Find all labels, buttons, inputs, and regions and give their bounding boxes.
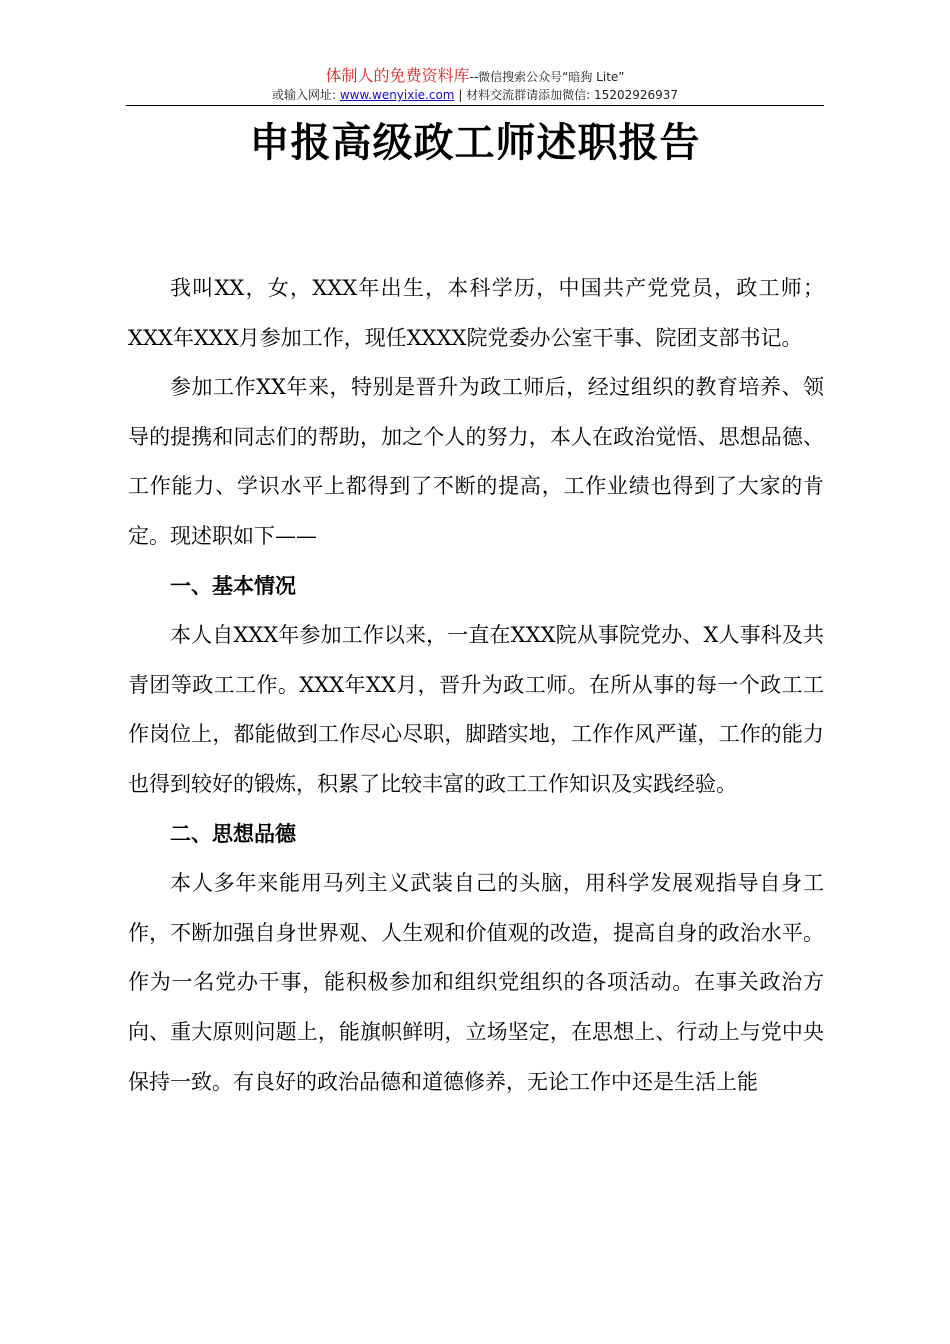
paragraph-ideology: 本人多年来能用马列主义武装自己的头脑，用科学发展观指导自身工作，不断加强自身世界观、人生观和价值观的改造，提高自身的政治水平。作为一名党办干事，能积极参加和组织党组织的各项活动。在事关政治方向、重大原则问题上，能旗帜鲜明，立场坚定，在思想上、行动上与党中央保持一致。有良好的政治品德和道德修养，无论工作中还是生活上能 <box>128 871 824 1094</box>
website-link[interactable]: www.wenyixie.com <box>339 88 455 102</box>
header-line-1 <box>128 66 822 87</box>
header-divider <box>126 105 824 106</box>
document-body <box>128 264 824 1107</box>
brand-suffix: --微信搜索公众号“暗狗 Lite” <box>469 70 625 84</box>
paragraph-overview: 参加工作XX年来，特别是晋升为政工师后，经过组织的教育培养、领导的提携和同志们的帮助，加之个人的努力，本人在政治觉悟、思想品德、工作能力、学识水平上都得到了不断的提高，工作业绩也得到了大家的肯定。现述职如下—— <box>128 375 824 548</box>
paragraph-basic: 本人自XXX年参加工作以来，一直在XXX院从事院党办、X人事科及共青团等政工工作。XXX年XX月，晋升为政工师。在所从事的每一个政工工作岗位上，都能做到工作尽心尽职，脚踏实地，工作作风严谨，工作的能力也得到较好的锻炼，积累了比较丰富的政工工作知识及实践经验。 <box>128 623 824 796</box>
paragraph-intro: 我叫XX，女，XXX年出生，本科学历，中国共产党党员，政工师；XXX年XXX月参加工作，现任XXXX院党委办公室干事、院团支部书记。 <box>128 276 824 350</box>
section-heading-ideology: 二、思想品德 <box>170 821 296 846</box>
brand-name: 体制人的免费资料库 <box>325 66 470 85</box>
contact-info: | 材料交流群请添加微信: 15202926937 <box>458 88 679 102</box>
watermark-header <box>128 66 822 104</box>
url-prefix: 或输入网址: <box>271 88 337 102</box>
document-title: 申报高级政工师述职报告 <box>249 120 701 166</box>
header-line-2 <box>128 87 822 104</box>
section-heading-basic: 一、基本情况 <box>170 573 296 598</box>
